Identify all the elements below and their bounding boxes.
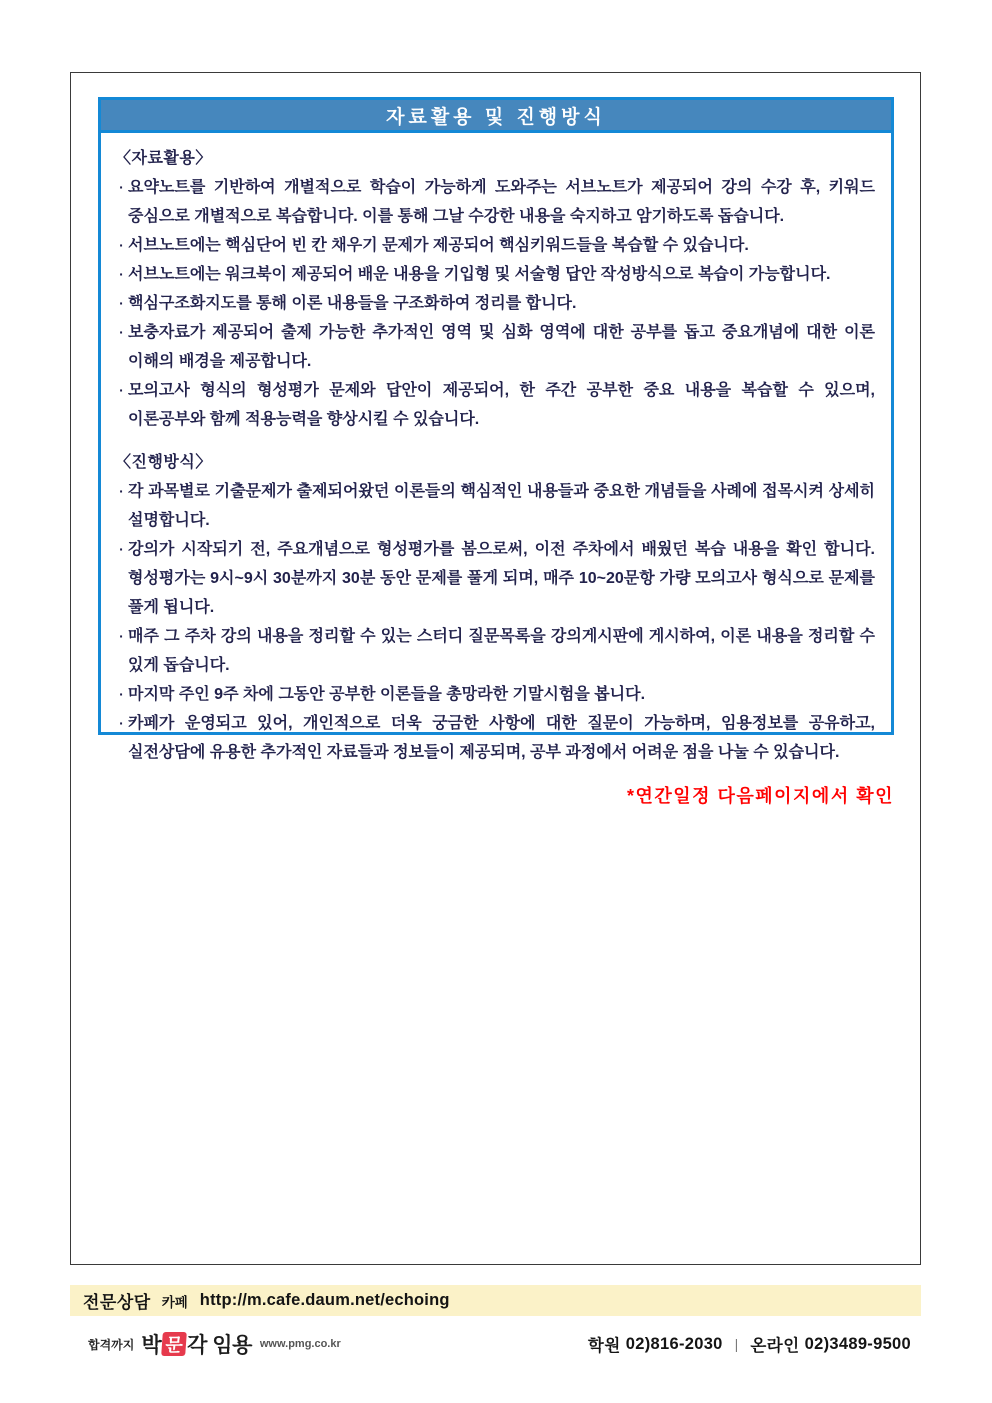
bullet-text: 요약노트를 기반하여 개별적으로 학습이 가능하게 도와주는 서브노트가 제공되어 강의 수강 후, 키워드 중심으로 개별적으로 복습합니다. 이를 통해 그날 수강한 내용을 숙지하고 암기하도록 돕습니다. [128,179,875,225]
bullet-dot-icon: · [119,237,124,253]
academy-phone-number: 02)816-2030 [625,1334,723,1353]
consult-label: 전문상담 [83,1293,151,1312]
bullet-text: 강의가 시작되기 전, 주요개념으로 형성평가를 봄으로써, 이전 주차에서 배웠던 복습 내용을 확인 합니다. 형성평가는 9시~9시 30분까지 30분 동안 문제를 풀게 되며, 매주 10~20문항 가량 모의고사 형식으로 문제를 풀게 됩니다. [128,541,875,616]
bullet-text: 매주 그 주차 강의 내용을 정리할 수 있는 스터디 질문목록을 강의게시판에 게시하여, 이론 내용을 정리할 수 있게 돕습니다. [128,628,875,674]
info-panel [98,97,894,761]
bullet-text: 서브노트에는 워크북이 제공되어 배운 내용을 기입형 및 서술형 답안 작성방식으로 복습이 가능합니다. [128,266,831,283]
bullet-dot-icon: · [119,483,124,499]
section-gap [115,434,875,448]
phone-separator: | [734,1336,739,1352]
panel-title-bar [101,100,891,133]
bullet-text: 각 과목별로 기출문제가 출제되어왔던 이론들의 핵심적인 내용들과 중요한 개념들을 사례에 접목시켜 상세히 설명합니다. [128,483,875,529]
consult-cafe-bar [70,1285,921,1316]
bullet-dot-icon: · [119,324,124,340]
academy-phone-label: 학원 [587,1337,621,1355]
bullet-text: 핵심구조화지도를 통해 이론 내용들을 구조화하여 정리를 합니다. [128,295,577,312]
bullet-dot-icon: · [119,266,124,282]
brand-name-suffix: 각 임용 [187,1334,252,1357]
annual-schedule-note: *연간일정 다음페이지에서 확인 [626,786,894,806]
footer-brand-row [70,1328,921,1360]
bullet-dot-icon: · [119,715,124,731]
bullet-dot-icon: · [119,179,124,195]
bullet-text: 보충자료가 제공되어 출제 가능한 추가적인 영역 및 심화 영역에 대한 공부를 돕고 중요개념에 대한 이론 이해의 배경을 제공합니다. [128,324,875,370]
brand-name-prefix: 박 [141,1334,162,1357]
bullet-item [115,477,875,535]
bullet-item [115,709,875,767]
bullet-item [115,535,875,622]
bullet-dot-icon: · [119,382,124,398]
page-border [70,72,921,1265]
cafe-url-link[interactable]: http://m.cafe.daum.net/echoing [199,1291,450,1309]
bullet-item [115,289,875,318]
brand-tagline: 합격까지 [88,1337,135,1352]
panel-title: 자료활용 및 진행방식 [386,106,606,128]
bullet-dot-icon: · [119,628,124,644]
bullet-item [115,260,875,289]
online-phone-label: 온라인 [750,1337,800,1355]
brand-name [141,1329,252,1359]
brand-red-box-icon: 문 [161,1332,187,1356]
bullet-text: 서브노트에는 핵심단어 빈 칸 채우기 문제가 제공되어 핵심키워드들을 복습할 수 있습니다. [128,237,749,254]
bullet-dot-icon: · [119,541,124,557]
bullet-item [115,376,875,434]
brand-logo [70,1329,341,1359]
bullet-dot-icon: · [119,295,124,311]
bullet-item [115,622,875,680]
online-phone-number: 02)3489-9500 [804,1334,911,1353]
bullet-item [115,680,875,709]
bullet-text: 모의고사 형식의 형성평가 문제와 답안이 제공되어, 한 주간 공부한 중요 내용을 복습할 수 있으며, 이론공부와 함께 적용능력을 향상시킬 수 있습니다. [128,382,875,428]
bullet-text: 마지막 주인 9주 차에 그동안 공부한 이론들을 총망라한 기말시험을 봅니다. [128,686,646,703]
section-heading-materials: 〈자료활용〉 [115,150,212,167]
cafe-label: 카페 [161,1294,188,1310]
panel-body [101,133,891,767]
contact-phones [588,1332,921,1356]
bullet-text: 카페가 운영되고 있어, 개인적으로 더욱 궁금한 사항에 대한 질문이 가능하며, 임용정보를 공유하고, 실전상담에 유용한 추가적인 자료들과 정보들이 제공되며, 공부 과정에서 어려운 점을 나눌 수 있습니다. [128,715,875,761]
bullet-item [115,231,875,260]
bullet-item [115,173,875,231]
section-heading-process: 〈진행방식〉 [115,454,212,471]
brand-website: www.pmg.co.kr [259,1338,341,1350]
bullet-dot-icon: · [119,686,124,702]
bullet-item [115,318,875,376]
